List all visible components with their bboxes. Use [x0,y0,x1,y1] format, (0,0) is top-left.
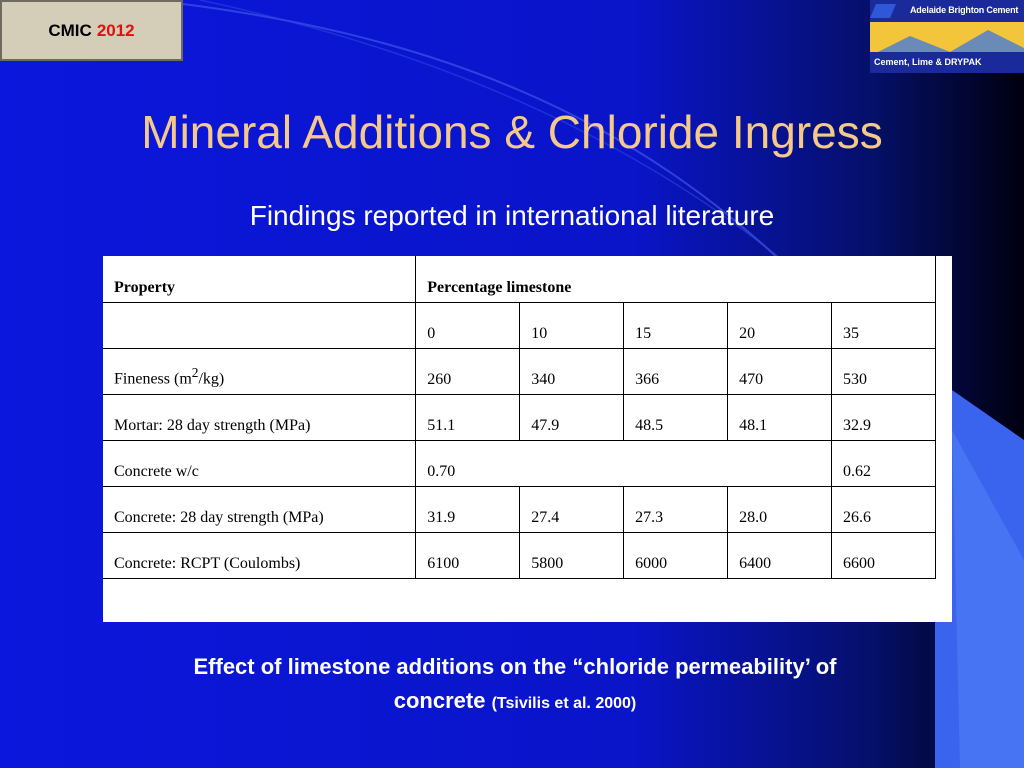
caption-reference: (Tsivilis et al. 2000) [491,695,637,712]
table-row [103,394,936,440]
limestone-property-table [103,256,936,579]
table-cell: 340 [520,348,624,394]
table-cell: 6600 [832,532,936,578]
badge-label: CMIC [48,20,92,40]
adelaide-brighton-cement-logo [870,0,1024,73]
table-cell: 6400 [728,532,832,578]
badge-year: 2012 [96,20,135,40]
cmic-2012-badge [0,0,183,61]
table-cell: 26.6 [832,486,936,532]
percent-35: 35 [832,302,936,348]
table-cell: 47.9 [520,394,624,440]
table-cell: 48.5 [624,394,728,440]
percent-10: 10 [520,302,624,348]
percent-0: 0 [416,302,520,348]
table-cell: 32.9 [832,394,936,440]
table-cell: 31.9 [416,486,520,532]
table-cell: 5800 [520,532,624,578]
table-cell: 0.70 [416,440,832,486]
table-panel [103,256,952,622]
caption-line-1: Effect of limestone additions on the “chloride permeability’ of [193,654,837,679]
header-property: Property [103,256,416,302]
table-cell: 530 [832,348,936,394]
table-caption [90,650,940,721]
table-row [103,348,936,394]
table-cell: 6100 [416,532,520,578]
table-header-row [103,256,936,302]
table-cell: 366 [624,348,728,394]
logo-top-text: Adelaide Brighton Cement [910,5,1019,15]
percent-20: 20 [728,302,832,348]
caption-line-2: concrete (Tsivilis et al. 2000) [393,688,637,713]
percentage-row [103,302,936,348]
logo-bottom-text: Cement, Lime & DRYPAK [874,57,982,67]
row-label-mortar-strength: Mortar: 28 day strength (MPa) [103,394,416,440]
table-cell: 27.3 [624,486,728,532]
table-cell: 6000 [624,532,728,578]
table-row [103,532,936,578]
slide-subtitle: Findings reported in international literature [249,200,775,231]
table-cell: 0.62 [832,440,936,486]
table-row [103,440,936,486]
table-cell: 51.1 [416,394,520,440]
table-cell: 470 [728,348,832,394]
table-cell: 28.0 [728,486,832,532]
empty-cell [103,302,416,348]
row-label-fineness: Fineness $(m^2/kg)$ [103,348,416,394]
slide-title: Mineral Additions & Chloride Ingress [141,106,883,158]
table-cell: 27.4 [520,486,624,532]
percent-15: 15 [624,302,728,348]
table-row [103,486,936,532]
row-label-concrete-wc: Concrete w/c [103,440,416,486]
header-percentage-limestone: Percentage limestone [416,256,936,302]
row-label-concrete-strength: Concrete: 28 day strength (MPa) [103,486,416,532]
row-label-rcpt: Concrete: RCPT (Coulombs) [103,532,416,578]
table-cell: 260 [416,348,520,394]
table-cell: 48.1 [728,394,832,440]
